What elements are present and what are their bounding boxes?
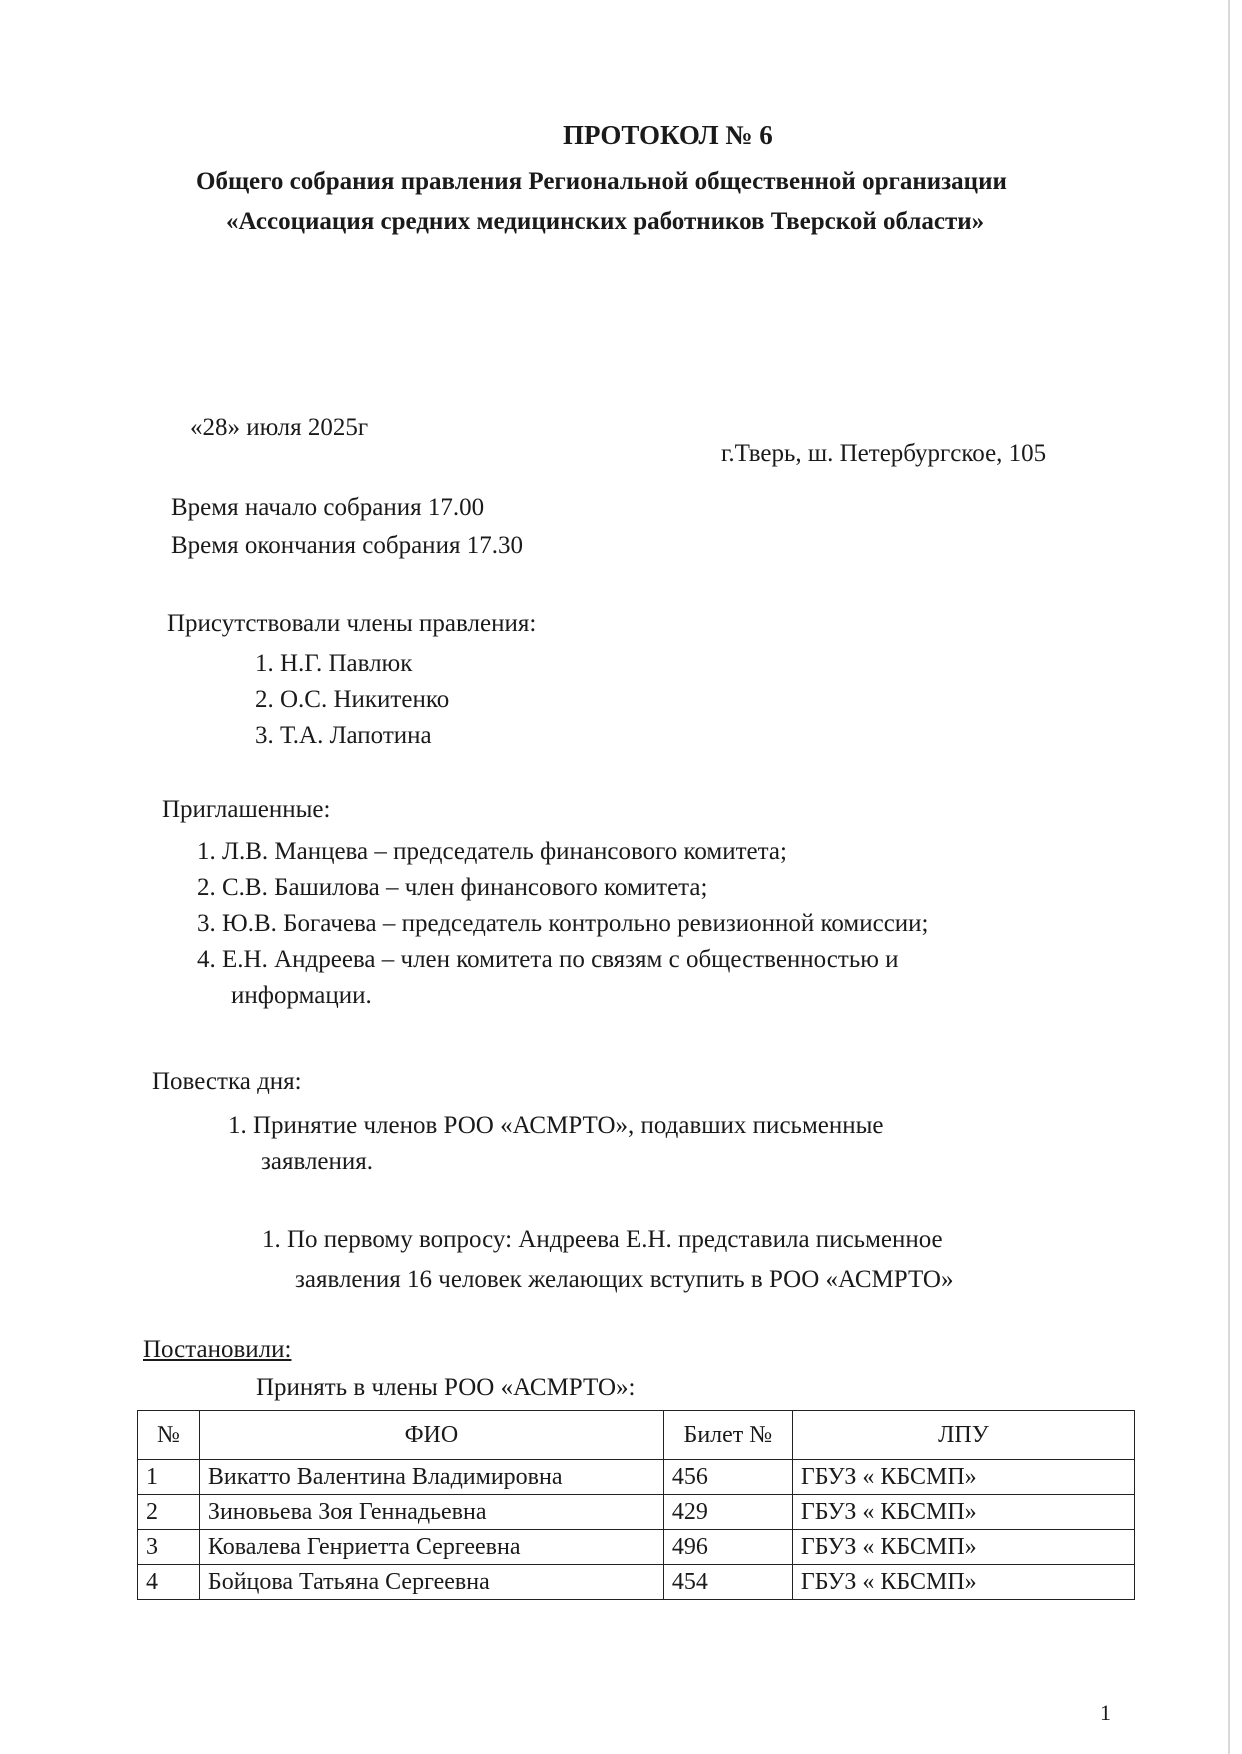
present-item: 1. Н.Г. Павлюк [255, 650, 413, 677]
cell-lpu: ГБУЗ « КБСМП» [792, 1495, 1134, 1530]
table-header-row [138, 1411, 1135, 1460]
header-lpu: ЛПУ [792, 1411, 1134, 1460]
cell-number: 3 [138, 1530, 200, 1565]
scan-edge-line [1228, 0, 1230, 1754]
header-number: № [138, 1411, 200, 1460]
invited-item: 2. С.В. Башилова – член финансового комитета; [197, 874, 708, 901]
agenda-item-line1: 1. Принятие членов РОО «АСМРТО», подавших письменные [228, 1112, 884, 1139]
invited-item: информации. [231, 982, 372, 1009]
resolution-heading: Постановили: [143, 1336, 292, 1363]
document-subtitle-line2: «Ассоциация средних медицинских работников Тверской области» [226, 208, 985, 235]
invited-item: 4. Е.Н. Андреева – член комитета по связям с общественностью и [197, 946, 899, 973]
table-row [138, 1460, 1135, 1495]
cell-lpu: ГБУЗ « КБСМП» [792, 1460, 1134, 1495]
table-row [138, 1530, 1135, 1565]
discussion-line2: заявления 16 человек желающих вступить в РОО «АСМРТО» [295, 1266, 954, 1293]
present-item: 2. О.С. Никитенко [255, 686, 450, 713]
meeting-place: г.Тверь, ш. Петербургское, 105 [721, 440, 1047, 467]
cell-fio: Викатто Валентина Владимировна [199, 1460, 663, 1495]
cell-number: 4 [138, 1565, 200, 1600]
members-table [137, 1410, 1135, 1600]
cell-number: 1 [138, 1460, 200, 1495]
end-time: Время окончания собрания 17.30 [171, 532, 523, 559]
present-heading: Присутствовали члены правления: [167, 610, 537, 637]
cell-number: 2 [138, 1495, 200, 1530]
start-time: Время начало собрания 17.00 [171, 494, 485, 521]
meeting-date: «28» июля 2025г [190, 414, 369, 441]
discussion-line1: 1. По первому вопросу: Андреева Е.Н. представила письменное [262, 1226, 943, 1253]
cell-lpu: ГБУЗ « КБСМП» [792, 1565, 1134, 1600]
present-item: 3. Т.А. Лапотина [255, 722, 432, 749]
present-list [255, 646, 449, 754]
resolution-text: Принять в члены РОО «АСМРТО»: [256, 1374, 636, 1401]
page-number: 1 [1100, 1700, 1111, 1725]
cell-ticket: 454 [663, 1565, 792, 1600]
header-fio: ФИО [199, 1411, 663, 1460]
invited-heading: Приглашенные: [162, 796, 331, 823]
agenda-item-line2: заявления. [261, 1148, 374, 1175]
cell-fio: Ковалева Генриетта Сергеевна [199, 1530, 663, 1565]
table-row [138, 1565, 1135, 1600]
cell-lpu: ГБУЗ « КБСМП» [792, 1530, 1134, 1565]
cell-ticket: 456 [663, 1460, 792, 1495]
document-subtitle-line1: Общего собрания правления Региональной общественной организации [196, 168, 1007, 195]
cell-fio: Зиновьева Зоя Геннадьевна [199, 1495, 663, 1530]
cell-fio: Бойцова Татьяна Сергеевна [199, 1565, 663, 1600]
invited-item: 1. Л.В. Манцева – председатель финансового комитета; [197, 838, 787, 865]
document-title: ПРОТОКОЛ № 6 [563, 120, 773, 150]
cell-ticket: 496 [663, 1530, 792, 1565]
table-row [138, 1495, 1135, 1530]
cell-ticket: 429 [663, 1495, 792, 1530]
agenda-heading: Повестка дня: [152, 1068, 302, 1095]
invited-list [197, 834, 929, 1014]
header-ticket: Билет № [663, 1411, 792, 1460]
invited-item: 3. Ю.В. Богачева – председатель контрольно ревизионной комиссии; [197, 910, 929, 937]
